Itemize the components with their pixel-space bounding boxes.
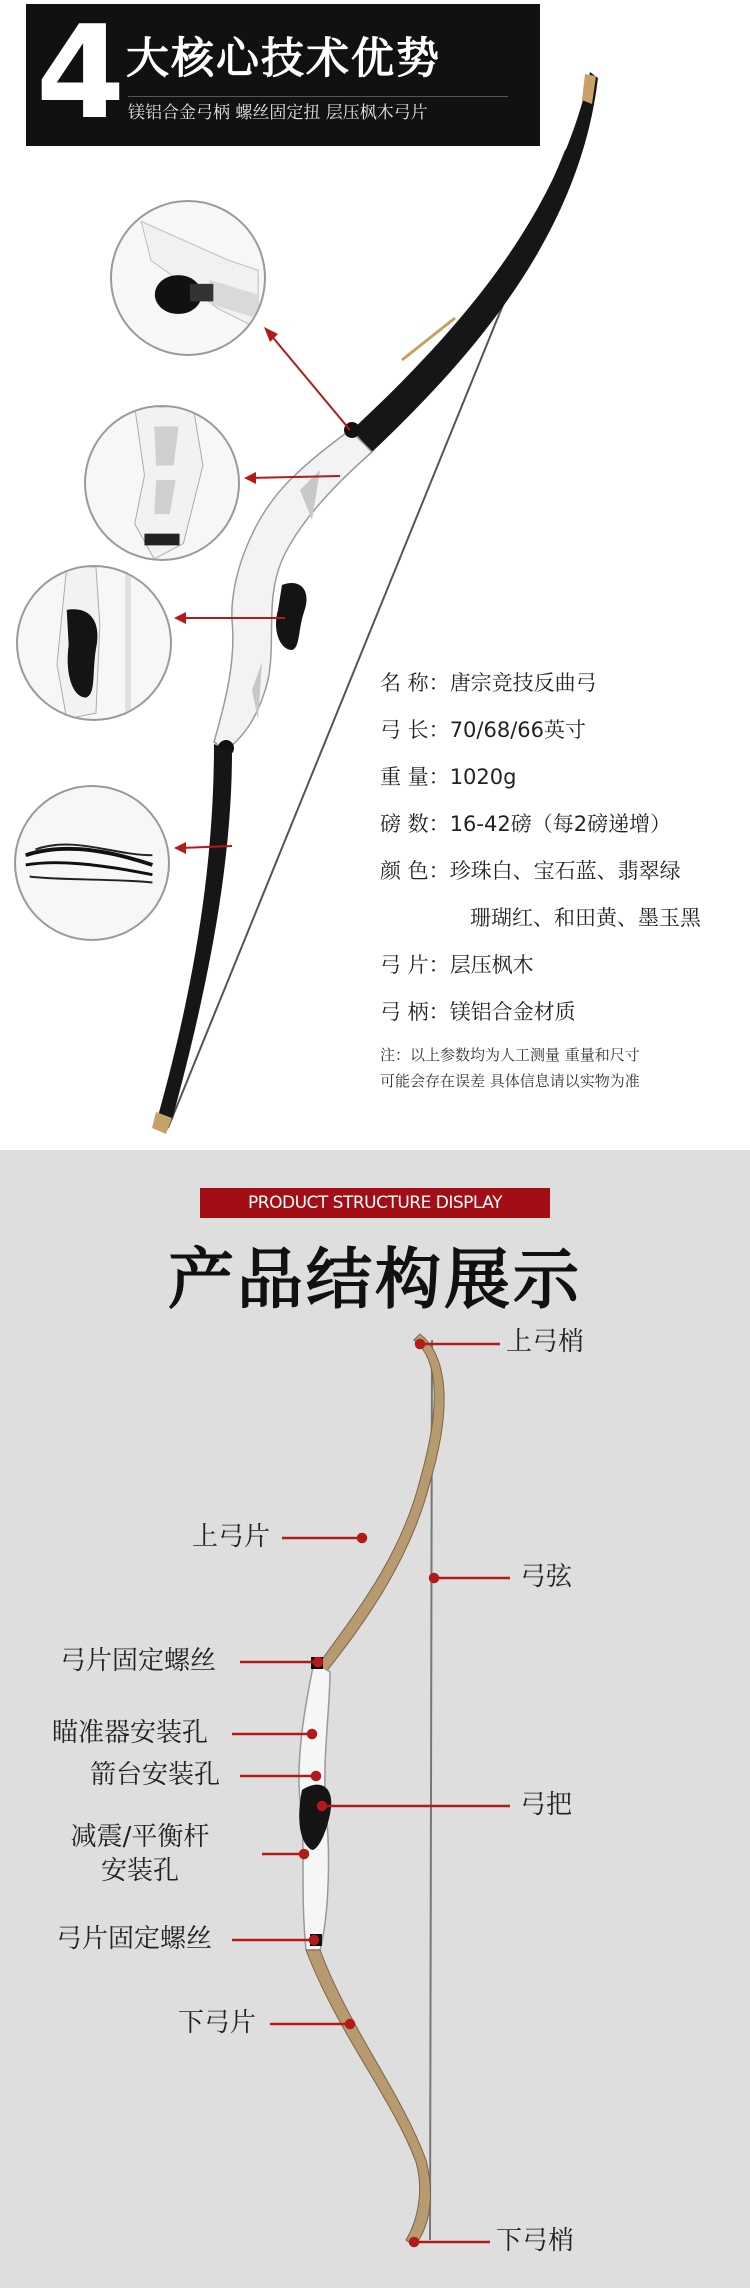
spec-row-continued: 珊瑚红、和田黄、墨玉黑	[470, 906, 701, 930]
spec-note-line-1: 注：以上参数均为人工测量 重量和尺寸	[380, 1046, 640, 1064]
hero-number: 4	[36, 0, 126, 148]
spec-row: 磅 数：16-42磅（每2磅递增）	[380, 812, 672, 836]
label-upper-tip: 上弓梢	[506, 1327, 585, 1357]
spec-row: 弓 片：层压枫木	[380, 953, 534, 977]
label-sight-hole: 瞄准器安装孔	[52, 1718, 209, 1748]
label-limb-screw-top: 弓片固定螺丝	[60, 1646, 217, 1676]
label-string: 弓弦	[520, 1562, 573, 1592]
structure-lower-limb	[306, 1950, 430, 2246]
hero-subtitle: 镁铝合金弓柄 螺丝固定扭 层压枫木弓片	[128, 96, 508, 125]
detail-circle-grip	[16, 565, 172, 721]
hero-title: 大核心技术优势	[126, 34, 441, 84]
structure-upper-limb	[318, 1334, 444, 1672]
label-grip: 弓把	[520, 1790, 573, 1820]
spec-row: 弓 长：70/68/66英寸	[380, 718, 587, 742]
detail-circle-string	[14, 785, 170, 941]
spec-row: 重 量：1020g	[380, 765, 517, 789]
label-upper-limb: 上弓片	[192, 1522, 271, 1552]
label-rest-hole: 箭台安装孔	[90, 1760, 221, 1790]
spec-row: 颜 色：珍珠白、宝石蓝、翡翠绿	[380, 859, 681, 883]
grip	[276, 583, 307, 650]
spec-note-line-2: 可能会存在误差 具体信息请以实物为准	[380, 1072, 640, 1090]
label-limb-screw-bottom: 弓片固定螺丝	[56, 1924, 213, 1954]
label-stabilizer-hole: 减震/平衡杆 安装孔	[70, 1822, 210, 1886]
spec-list	[380, 660, 740, 1094]
callout-arrow	[270, 334, 350, 430]
spec-row: 名 称：唐宗竞技反曲弓	[380, 671, 597, 695]
spec-row: 弓 柄：镁铝合金材质	[380, 1000, 576, 1024]
label-lower-tip: 下弓梢	[496, 2226, 575, 2256]
detail-circle-knob	[110, 200, 266, 356]
structure-title: 产品结构展示	[168, 1241, 582, 1318]
detail-circle-riser	[84, 405, 240, 561]
structure-badge: PRODUCT STRUCTURE DISPLAY	[200, 1188, 550, 1218]
structure-section	[0, 1150, 750, 2288]
label-lower-limb: 下弓片	[178, 2008, 257, 2038]
